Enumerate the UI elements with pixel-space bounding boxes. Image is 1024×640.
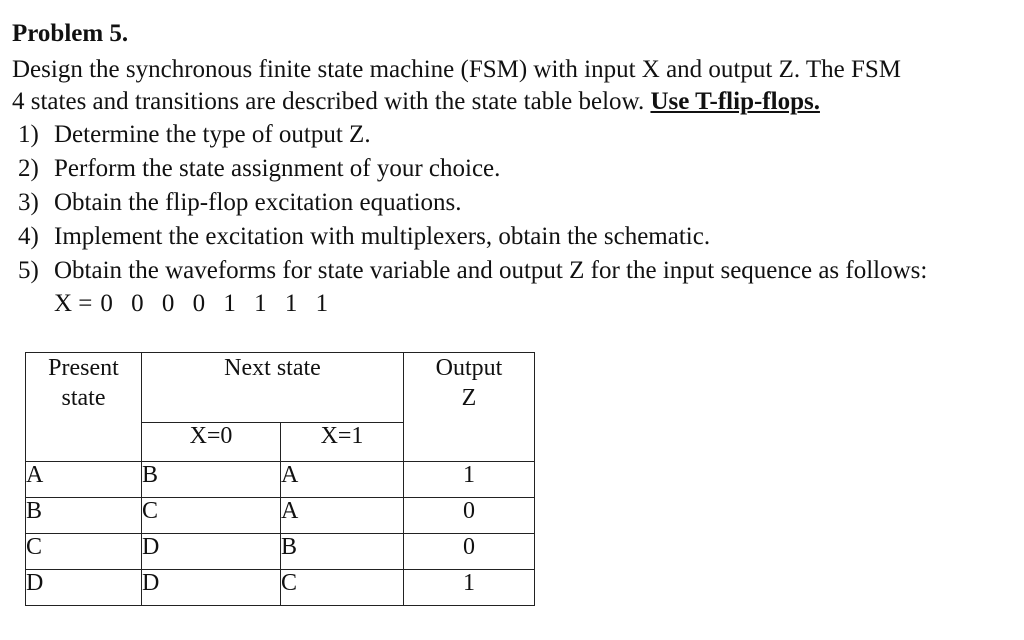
task-text: Determine the type of output Z. <box>54 121 371 148</box>
task-text: Implement the excitation with multiplexers, obtain the schematic. <box>54 223 711 250</box>
header-output <box>404 353 535 462</box>
task-item <box>12 220 1012 254</box>
cell-next-x1: B <box>281 534 404 570</box>
task-item <box>12 118 1012 152</box>
header-next-state: Next state <box>142 353 404 423</box>
intro-line-2-text: 4 states and transitions are described with the state table below. <box>12 88 651 115</box>
table-row <box>26 462 535 498</box>
task-text: Obtain the flip-flop excitation equations. <box>54 189 462 216</box>
task-text: Obtain the waveforms for state variable and output Z for the input sequence as follows: <box>54 257 928 284</box>
cell-next-x1: A <box>281 462 404 498</box>
cell-present: C <box>26 534 142 570</box>
task-item <box>12 152 1012 186</box>
cell-next-x0: D <box>142 534 281 570</box>
cell-next-x1: A <box>281 498 404 534</box>
cell-present: A <box>26 462 142 498</box>
intro-emphasis: Use T-flip-flops. <box>650 88 820 115</box>
task-list <box>12 118 1012 288</box>
table-row <box>26 570 535 606</box>
header-x1: X=1 <box>281 422 404 461</box>
cell-output: 0 <box>404 534 535 570</box>
problem-document <box>12 20 1012 320</box>
task-item <box>12 254 1012 288</box>
task-number: 2) <box>18 155 39 182</box>
state-table <box>25 352 535 606</box>
task-number: 5) <box>18 257 39 284</box>
cell-output: 0 <box>404 498 535 534</box>
cell-present: D <box>26 570 142 606</box>
task-number: 3) <box>18 189 39 216</box>
table-header-row <box>26 353 535 423</box>
table-row <box>26 534 535 570</box>
header-x0: X=0 <box>142 422 281 461</box>
table-row <box>26 498 535 534</box>
intro-line-1: Design the synchronous finite state machine (FSM) with input X and output Z. The FSM <box>12 56 902 83</box>
task-text: Perform the state assignment of your choice. <box>54 155 501 182</box>
cell-output: 1 <box>404 570 535 606</box>
task-number: 4) <box>18 223 39 250</box>
problem-intro <box>12 54 1012 118</box>
header-present-state <box>26 353 142 462</box>
header-output-line-1: Output <box>435 355 503 381</box>
cell-next-x0: D <box>142 570 281 606</box>
header-present-line-2: state <box>61 385 106 411</box>
task-item <box>12 186 1012 220</box>
cell-next-x1: C <box>281 570 404 606</box>
header-present-line-1: Present <box>48 355 119 381</box>
cell-present: B <box>26 498 142 534</box>
problem-title: Problem 5. <box>12 20 129 47</box>
cell-next-x0: B <box>142 462 281 498</box>
task-number: 1) <box>18 121 39 148</box>
intro-line-2 <box>12 86 1012 118</box>
input-sequence <box>12 288 1012 320</box>
sequence-label: X = <box>54 290 93 317</box>
header-output-line-2: Z <box>461 385 477 411</box>
cell-output: 1 <box>404 462 535 498</box>
cell-next-x0: C <box>142 498 281 534</box>
sequence-digits: 0 0 0 0 1 1 1 1 <box>100 290 335 317</box>
